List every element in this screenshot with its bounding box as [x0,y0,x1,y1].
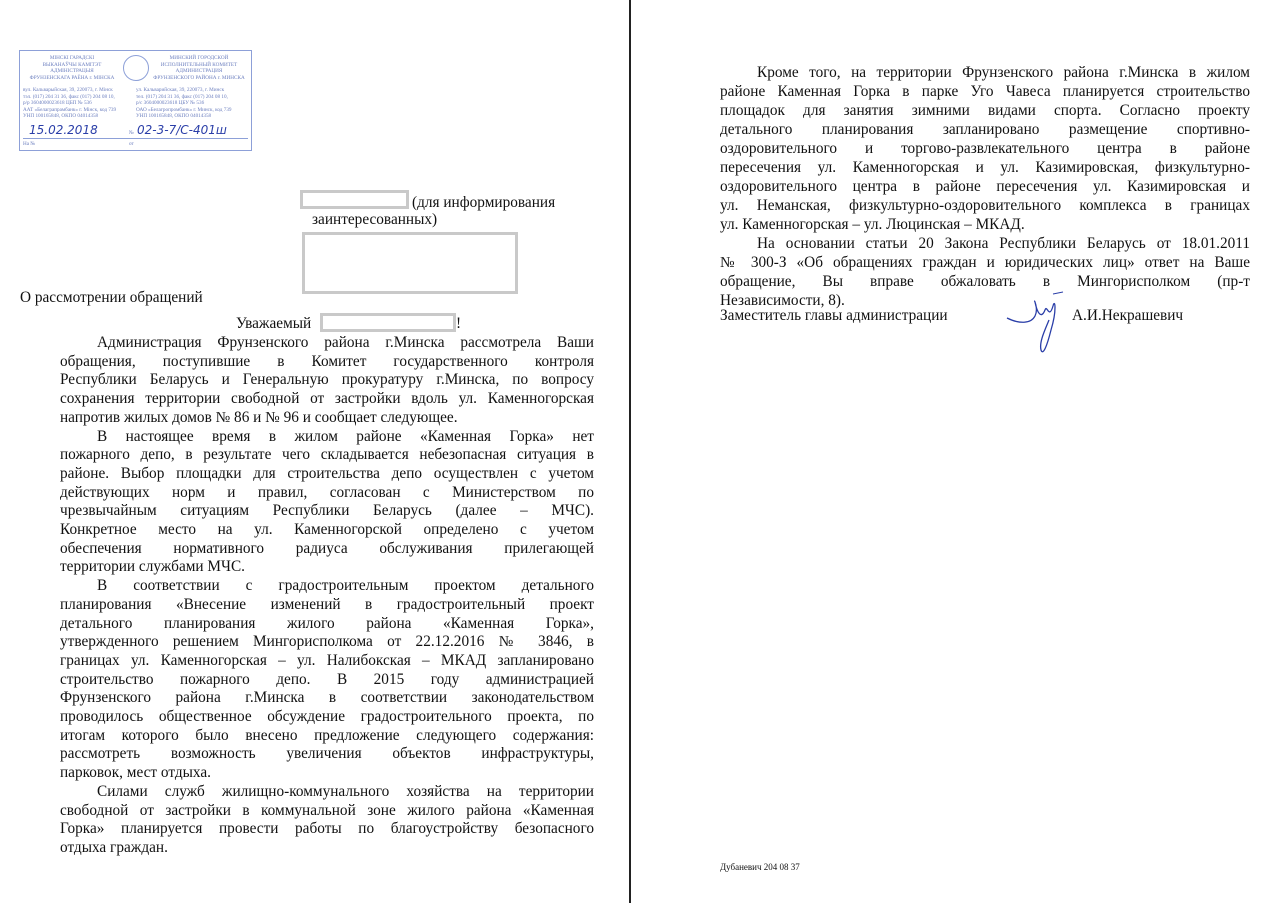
stamp-text: р/с 3604000023618 ЦБУ № 536 [136,100,205,106]
stamp-ref-label: На № [23,140,36,147]
text-line: Фрунзенского района г.Минска в соответствии законодательством [60,689,594,707]
stamp-number: 02-3-7/С-401ш [137,122,227,137]
text-line: обращение, Вы вправе обжаловать в Мингорисполком (пр-т [720,273,1250,290]
text-line: итогам которого было внесено предложение следующего содержания: [60,726,594,744]
redacted-address [302,232,518,294]
text-line: чрезвычайным ситуациям Республики Беларусь (далее – МЧС). [60,502,594,520]
text-line: Республики Беларусь и Генеральную прокуратуру г.Минска, по вопросу [60,371,594,389]
text-line: свободной от застройки в коммунальной зоне жилого района «Каменная [60,801,594,819]
stamp-text: ФРУНЗЕНСКОГО РАЙОНА г. МИНСКА [153,74,245,81]
text-line: утвержденного решением Мингорисполкома от 22.12.2016 № 3846, в [60,633,594,651]
stamp-text: МИНСКИЙ ГОРОДСКОЙ [169,55,229,61]
addressee-note-cont: заинтересованных) [312,211,438,228]
text-line: В настоящее время в жилом районе «Каменная Горка» нет [97,427,594,445]
stamp-text: АДМІНІСТРАЦЫЯ [50,68,94,74]
stamp-text: р/р 3604000023618 ЦБП № 536 [23,100,92,106]
stamp-text: тел. (017) 204 31 36, факс (017) 204 08 10, [136,93,228,100]
text-line: № 300-З «Об обращениях граждан и юридических лиц» ответ на Ваше [720,254,1250,271]
paragraph [720,63,1250,234]
signature-image [1005,290,1075,360]
text-line: планирования «Внесение изменений в градостроительный проект [60,595,594,613]
text-line: площадок для занятия зимними видами спорта. Согласно проекту [720,102,1250,119]
text-line: Горка» планируется провести работы по благоустройству безопасного [60,820,594,838]
text-line: детального планирования жилого района «Каменная Горка», [60,614,594,632]
text-line: детального планирования запланировано размещение спортивно- [720,121,1250,138]
signature-name: А.И.Некрашевич [1072,307,1184,324]
stamp-text: ул. Кальварийская, 39, 220073, г. Минск [136,87,225,93]
text-line: парковок, мест отдыха. [60,764,211,782]
stamp-number-prefix: № [129,130,134,136]
stamp-text: МІНСКІ ГАРАДСКІ [49,55,95,61]
stamp-right-header [150,55,248,81]
redacted-name [300,190,409,209]
stamp-text: ОАО «Белагропромбанк» г. Минск, код 739 [136,106,232,113]
executor-contact: Дубаневич 204 08 37 [720,862,800,872]
text-line: ул. Неманская, физкультурно-оздоровительного комплекса в границах [720,197,1250,214]
signature-position: Заместитель главы администрации [720,307,948,324]
stamp-text: ВЫКАНАЎЧЫ КАМІТЭТ [42,61,102,68]
text-line: обеспечения нормативного радиуса обслуживания прилегающей [60,539,594,557]
letter-body-left [60,334,594,858]
text-line: проводилось общественное обсуждение градостроительного проекта, по [60,708,594,726]
stamp-text: УНП 100165848, ОКПО 04014358 [136,113,212,119]
greeting-suffix: ! [456,315,462,332]
text-line: ул. Каменногорская – ул. Люцинская – МКАД. [720,216,1025,233]
text-line: В соответствии с градостроительным проектом детального [97,577,594,595]
text-line: Администрация Фрунзенского района г.Минска рассмотрела Ваши [97,334,594,351]
subject-line: О рассмотрении обращений [20,289,203,306]
paragraph [60,334,594,428]
stamp-right-address [136,87,248,120]
greeting: Уважаемый [236,315,312,332]
text-line: районе Каменная Горка в парке Уго Чавеса планируется строительство [720,83,1250,100]
text-line: границах ул. Каменногорская – ул. Налибокская – МКАД запланировано [60,651,594,669]
emblem-icon [123,55,149,81]
text-line: Силами служб жилищно-коммунального хозяйства на территории [97,782,594,800]
text-line: пересечения ул. Каменногорская и ул. Казимировская, физкультурно- [720,159,1250,176]
paragraph [60,428,594,578]
stamp-text: АДМИНИСТРАЦИЯ [175,68,223,74]
stamp-text: ИСПОЛНИТЕЛЬНЫЙ КОМИТЕТ [160,61,238,68]
text-line: оздоровительного центра в районе пересечения ул. Казимировская и [720,178,1250,195]
text-line: Независимости, 8). [720,292,845,309]
official-stamp [19,50,252,151]
stamp-date: 15.02.2018 [29,122,98,137]
stamp-text: УНП 100165848, ОКПО 04014358 [23,113,99,119]
letter-body-right [720,63,1250,310]
text-line: сохранения территории свободной от застройки вдоль ул. Каменногорская [60,390,594,408]
text-line: обращения, поступившие в Комитет государственного контроля [60,352,594,370]
paragraph [720,234,1250,310]
text-line: Кроме того, на территории Фрунзенского района г.Минска в жилом [757,64,1250,81]
text-line: Конкретное место на ул. Каменногорской определено с учетом [60,521,594,539]
stamp-left-address [23,87,135,120]
stamp-text: ФРУНЗЕНСКАГА РАЁНА г. МІНСКА [29,74,115,81]
stamp-ref-from: от [129,140,134,147]
text-line: районе. Выбор площадки для строительства депо осуществлен с учетом [60,464,594,482]
text-line: оздоровительного и торгово-развлекательного центра в районе [720,140,1250,157]
page-divider [629,0,631,903]
text-line: территории службами МЧС. [60,558,246,576]
text-line: строительство пожарного депо. В 2015 году администрацией [60,670,594,688]
paragraph [60,577,594,783]
stamp-text: вул. Кальварыйская, 39, 220073, г. Мінск [23,87,113,93]
text-line: действующих норм и правил, согласован с Министерством по [60,483,594,501]
redacted-recipient [320,313,456,332]
text-line: рассмотреть возможность увеличения объектов инфраструктуры, [60,745,594,763]
stamp-left-header [23,55,121,81]
text-line: На основании статьи 20 Закона Республики Беларусь от 18.01.2011 [757,235,1250,252]
paragraph [60,783,594,858]
addressee-note: (для информирования [412,194,556,211]
text-line: пожарного депо, в результате чего складывается небезопасная ситуация в [60,446,594,464]
stamp-text: тэл. (017) 204 31 36, факс (017) 204 08 10, [23,93,115,100]
stamp-text: ААТ «Белаграпрамбанк» г. Мінск, код 739 [23,106,117,113]
text-line: отдыха граждан. [60,838,168,856]
text-line: напротив жилых домов № 86 и № 96 и сообщает следующее. [60,408,458,426]
